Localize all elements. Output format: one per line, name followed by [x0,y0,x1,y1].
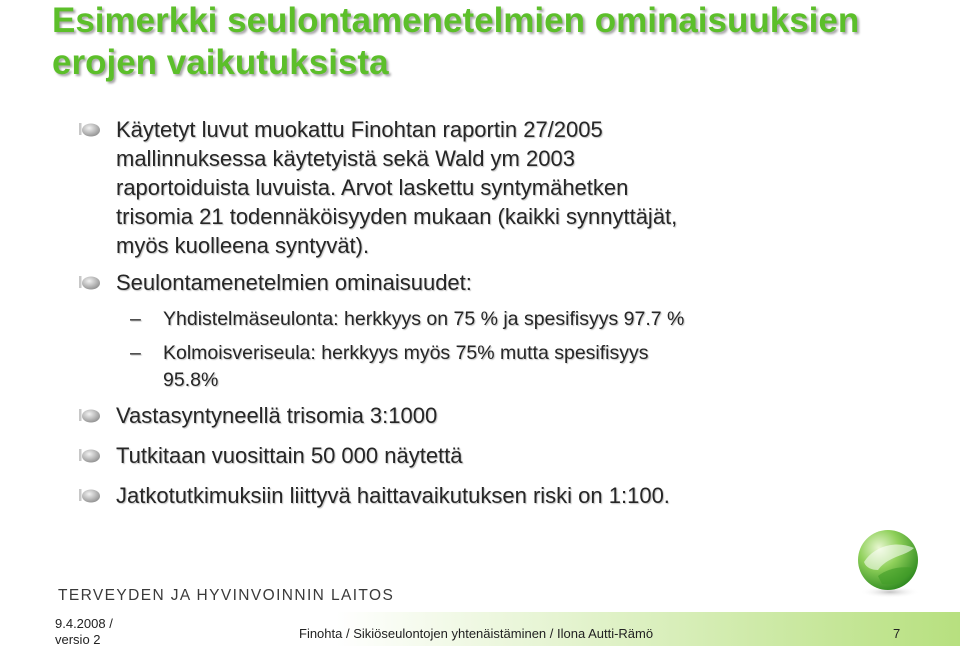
bullet-line: trisomia 21 todennäköisyyden mukaan (kaikki synnyttäjät, [116,204,678,229]
bullet-line: raportoiduista luvuista. Arvot laskettu syntymähetken [116,175,629,200]
footer-version: versio 2 [55,632,101,647]
dash-marker: – [130,308,141,330]
bullet-line: Käytetyt luvut muokattu Finohtan raportin 27/2005 [116,117,603,142]
bullet-marker-icon [76,122,100,137]
slide-title: Esimerkki seulontamenetelmien ominaisuuksien erojen vaikutuksista [52,1,860,82]
sub-bullet-line: 95.8% [163,369,219,391]
bullet-line: Jatkotutkimuksiin liittyvä haittavaikutuksen riski on 1:100. [116,483,670,508]
bullet-line: Tutkitaan vuosittain 50 000 näytettä [116,443,463,468]
footer-date-version [55,616,145,648]
bullet-marker-icon [76,275,100,290]
sub-bullet-line: Yhdistelmäseulonta: herkkyys on 75 % ja spesifisyys 97.7 % [163,308,685,330]
green-globe-logo-icon [848,526,928,600]
bullet-line: mallinnuksessa käytetyistä sekä Wald ym 2003 [116,146,575,171]
bullet-line: Seulontamenetelmien ominaisuudet: [116,270,472,295]
bullet-marker-icon [76,408,100,423]
footer-date: 9.4.2008 / [55,616,113,631]
bullet-marker-icon [76,448,100,463]
page-number: 7 [893,626,901,641]
bullet-marker-icon [76,488,100,503]
sub-bullet-line: Kolmoisveriseula: herkkyys myös 75% mutta spesifisyys [163,342,649,364]
dash-marker: – [130,342,141,364]
footer-center-text: Finohta / Sikiöseulontojen yhtenäistäminen / Ilona Autti-Rämö [299,626,654,641]
bullet-line: Vastasyntyneellä trisomia 3:1000 [116,403,438,428]
organization-name: TERVEYDEN JA HYVINVOINNIN LAITOS [58,587,395,604]
bullet-line: myös kuolleena syntyvät). [116,233,370,258]
